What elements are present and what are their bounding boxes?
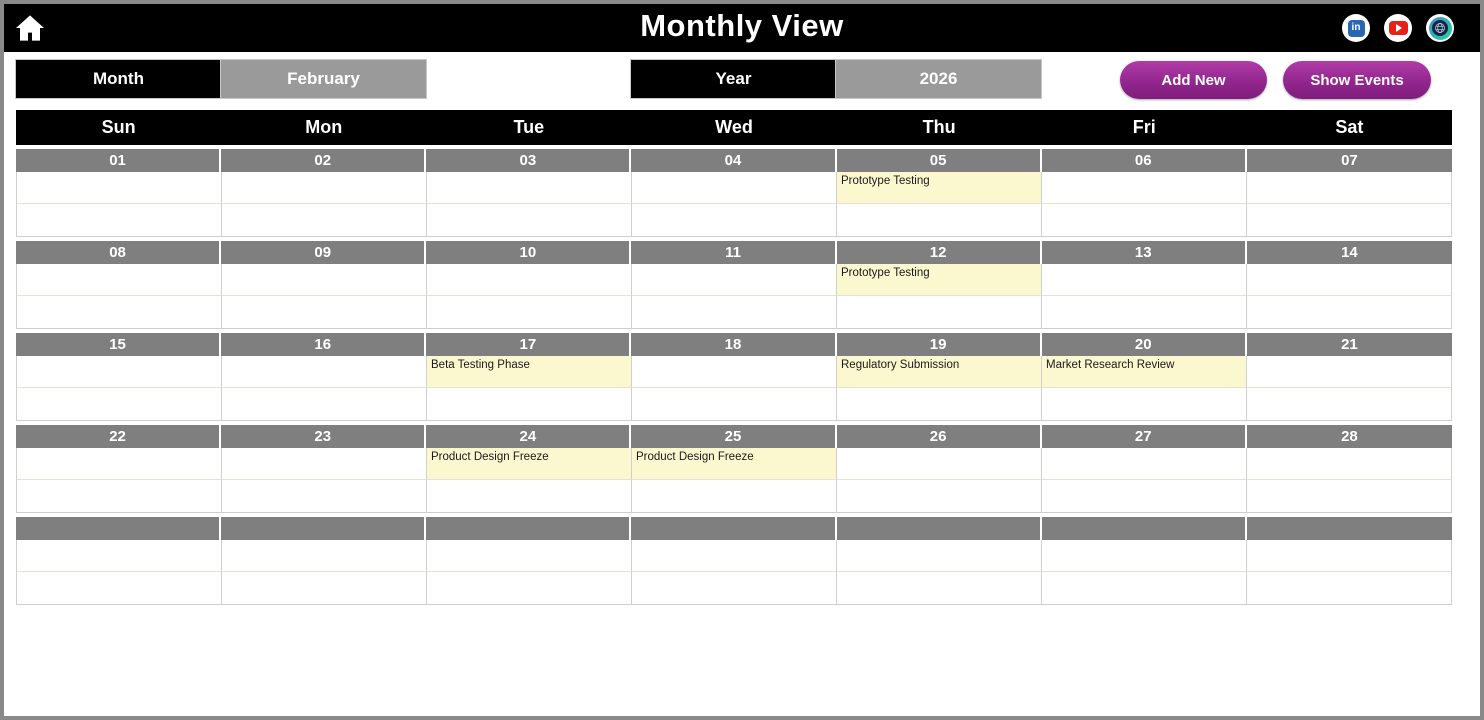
blank-cell: [17, 480, 222, 513]
date-cell[interactable]: 28: [1247, 425, 1452, 448]
calendar-weeks: [16, 149, 1452, 609]
date-cell[interactable]: [1042, 517, 1247, 540]
day-header-fri: Fri: [1132, 117, 1156, 137]
week-dates-row: [16, 517, 1452, 540]
date-cell[interactable]: 12: [837, 241, 1042, 264]
date-cell[interactable]: 16: [221, 333, 426, 356]
day-header-sat: Sat: [1335, 117, 1364, 137]
blank-cell: [632, 572, 837, 605]
date-cell[interactable]: 05: [837, 149, 1042, 172]
week-dates-row: [16, 241, 1452, 264]
date-cell[interactable]: 15: [16, 333, 221, 356]
youtube-button[interactable]: [1384, 14, 1412, 42]
empty-event-cell[interactable]: [427, 264, 632, 296]
date-cell[interactable]: [221, 517, 426, 540]
calendar: [16, 110, 1452, 609]
blank-cell: [632, 480, 837, 513]
empty-event-cell[interactable]: [837, 448, 1042, 480]
empty-event-cell[interactable]: [837, 540, 1042, 572]
date-cell[interactable]: 14: [1247, 241, 1452, 264]
blank-cell: [17, 296, 222, 329]
blank-cell: [427, 204, 632, 237]
date-cell[interactable]: 01: [16, 149, 221, 172]
date-cell[interactable]: [1247, 517, 1452, 540]
day-header-sun: Sun: [101, 117, 136, 137]
empty-event-cell[interactable]: [1247, 356, 1452, 388]
empty-event-cell[interactable]: [632, 264, 837, 296]
blank-cell: [1042, 480, 1247, 513]
blank-cell: [1042, 572, 1247, 605]
empty-event-cell[interactable]: [222, 448, 427, 480]
blank-cell: [17, 204, 222, 237]
week-events-row: [16, 540, 1452, 572]
month-select[interactable]: February: [221, 60, 426, 98]
date-cell[interactable]: 18: [631, 333, 836, 356]
blank-cell: [837, 296, 1042, 329]
date-cell[interactable]: 09: [221, 241, 426, 264]
date-cell[interactable]: [631, 517, 836, 540]
blank-cell: [222, 296, 427, 329]
day-header-wed: Wed: [715, 117, 753, 137]
week-blank-row: [16, 388, 1452, 421]
empty-event-cell[interactable]: [632, 540, 837, 572]
blank-cell: [1042, 388, 1247, 421]
blank-cell: [1042, 204, 1247, 237]
linkedin-button[interactable]: [1342, 14, 1370, 42]
empty-event-cell[interactable]: [1042, 448, 1247, 480]
date-cell[interactable]: 25: [631, 425, 836, 448]
social-icons: [1342, 14, 1454, 42]
event-cell[interactable]: Prototype Testing: [837, 264, 1042, 296]
date-cell[interactable]: 04: [631, 149, 836, 172]
empty-event-cell[interactable]: [1042, 540, 1247, 572]
date-cell[interactable]: 26: [837, 425, 1042, 448]
week-events-row: [16, 448, 1452, 480]
empty-event-cell[interactable]: [427, 540, 632, 572]
blank-cell: [837, 204, 1042, 237]
year-select[interactable]: 2026: [836, 60, 1041, 98]
blank-cell: [837, 480, 1042, 513]
date-cell[interactable]: 10: [426, 241, 631, 264]
event-cell[interactable]: Product Design Freeze: [427, 448, 632, 480]
globe-icon: [1429, 17, 1452, 40]
add-new-button[interactable]: Add New: [1120, 61, 1267, 99]
week-blank-row: [16, 480, 1452, 513]
day-header-row: [16, 110, 1452, 145]
empty-event-cell[interactable]: [222, 540, 427, 572]
empty-event-cell[interactable]: [1247, 264, 1452, 296]
event-cell[interactable]: Product Design Freeze: [632, 448, 837, 480]
date-cell[interactable]: [426, 517, 631, 540]
blank-cell: [837, 388, 1042, 421]
date-cell[interactable]: 02: [221, 149, 426, 172]
blank-cell: [427, 480, 632, 513]
date-cell[interactable]: 23: [221, 425, 426, 448]
date-cell[interactable]: 08: [16, 241, 221, 264]
blank-cell: [222, 572, 427, 605]
week-blank-row: [16, 204, 1452, 237]
date-cell[interactable]: 27: [1042, 425, 1247, 448]
top-bar: [4, 4, 1480, 52]
empty-event-cell[interactable]: [632, 172, 837, 204]
blank-cell: [222, 204, 427, 237]
date-cell[interactable]: 20: [1042, 333, 1247, 356]
blank-cell: [1247, 572, 1452, 605]
empty-event-cell[interactable]: [1247, 540, 1452, 572]
week-dates-row: [16, 149, 1452, 172]
blank-cell: [427, 388, 632, 421]
empty-event-cell[interactable]: [632, 356, 837, 388]
date-cell[interactable]: 03: [426, 149, 631, 172]
year-label: Year: [631, 60, 836, 98]
empty-event-cell[interactable]: [222, 172, 427, 204]
page-title: Monthly View: [640, 8, 844, 43]
date-cell[interactable]: [16, 517, 221, 540]
show-events-button[interactable]: Show Events: [1283, 61, 1431, 99]
week-blank-row: [16, 296, 1452, 329]
week-dates-row: [16, 425, 1452, 448]
empty-event-cell[interactable]: [1042, 264, 1247, 296]
day-header-tue: Tue: [513, 117, 545, 137]
date-cell[interactable]: 07: [1247, 149, 1452, 172]
blank-cell: [632, 388, 837, 421]
blank-cell: [1247, 204, 1452, 237]
blank-cell: [1247, 480, 1452, 513]
week-events-row: [16, 264, 1452, 296]
website-button[interactable]: [1426, 14, 1454, 42]
empty-event-cell[interactable]: [17, 264, 222, 296]
blank-cell: [837, 572, 1042, 605]
empty-event-cell[interactable]: [1247, 448, 1452, 480]
event-cell[interactable]: Prototype Testing: [837, 172, 1042, 204]
event-cell[interactable]: Beta Testing Phase: [427, 356, 632, 388]
date-cell[interactable]: 17: [426, 333, 631, 356]
empty-event-cell[interactable]: [222, 264, 427, 296]
date-cell[interactable]: 11: [631, 241, 836, 264]
week-events-row: [16, 172, 1452, 204]
date-cell[interactable]: 21: [1247, 333, 1452, 356]
date-cell[interactable]: 13: [1042, 241, 1247, 264]
empty-event-cell[interactable]: [17, 540, 222, 572]
week-events-row: [16, 356, 1452, 388]
date-cell[interactable]: 19: [837, 333, 1042, 356]
blank-cell: [17, 572, 222, 605]
empty-event-cell[interactable]: [17, 448, 222, 480]
blank-cell: [17, 388, 222, 421]
week-dates-row: [16, 333, 1452, 356]
week-spacer: [16, 605, 1452, 609]
blank-cell: [632, 296, 837, 329]
linkedin-icon: in: [1348, 20, 1365, 37]
date-cell[interactable]: 24: [426, 425, 631, 448]
blank-cell: [1042, 296, 1247, 329]
youtube-icon: [1389, 21, 1408, 35]
week-blank-row: [16, 572, 1452, 605]
day-header-mon: Mon: [305, 117, 343, 137]
date-cell[interactable]: 22: [16, 425, 221, 448]
blank-cell: [427, 572, 632, 605]
empty-event-cell[interactable]: [17, 172, 222, 204]
blank-cell: [222, 388, 427, 421]
event-cell[interactable]: Market Research Review: [1042, 356, 1247, 388]
blank-cell: [632, 204, 837, 237]
date-cell[interactable]: [837, 517, 1042, 540]
empty-event-cell[interactable]: [1247, 172, 1452, 204]
empty-event-cell[interactable]: [222, 356, 427, 388]
blank-cell: [222, 480, 427, 513]
blank-cell: [1247, 388, 1452, 421]
empty-event-cell[interactable]: [17, 356, 222, 388]
month-label: Month: [16, 60, 221, 98]
empty-event-cell[interactable]: [427, 172, 632, 204]
empty-event-cell[interactable]: [1042, 172, 1247, 204]
day-header-thu: Thu: [922, 117, 956, 137]
event-cell[interactable]: Regulatory Submission: [837, 356, 1042, 388]
blank-cell: [1247, 296, 1452, 329]
date-cell[interactable]: 06: [1042, 149, 1247, 172]
blank-cell: [427, 296, 632, 329]
